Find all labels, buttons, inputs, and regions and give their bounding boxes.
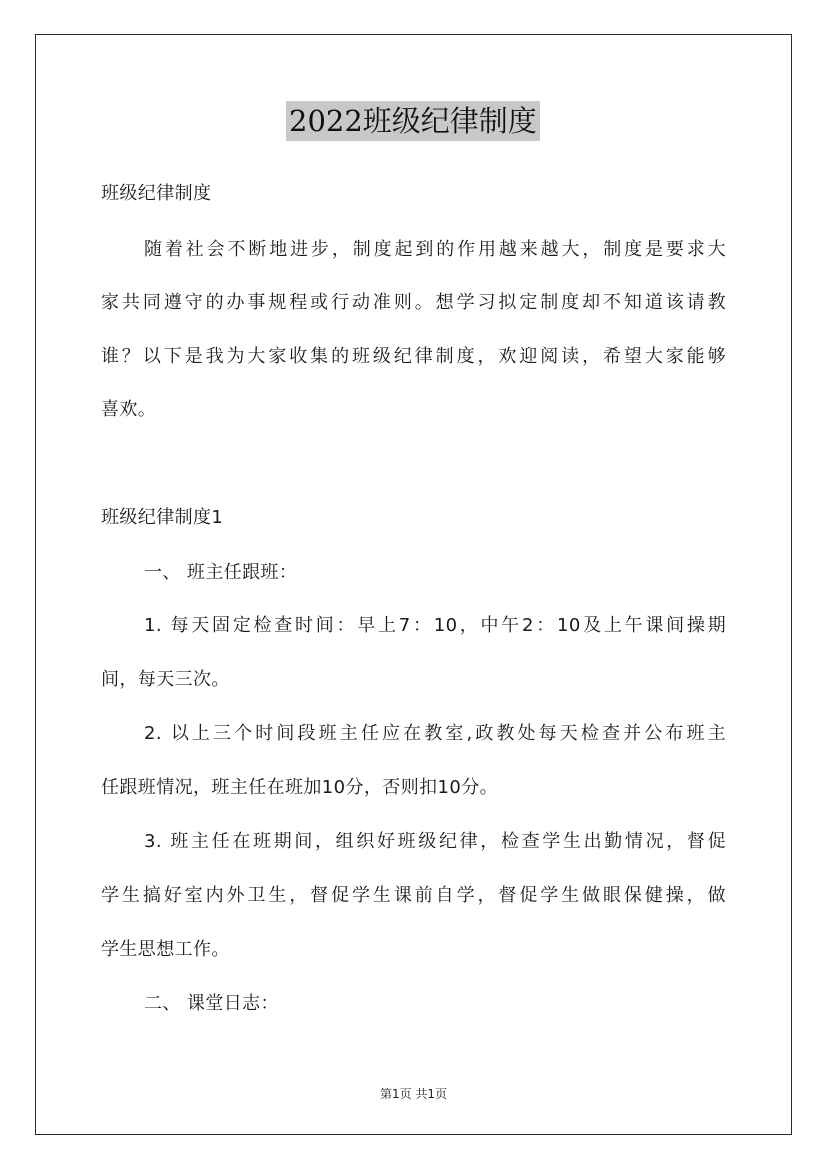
paragraph-line: 3. 班主任在班期间，组织好班级纪律，检查学生出勤情况，督促 bbox=[144, 831, 726, 852]
list-heading: 二、 课堂日志： bbox=[144, 993, 279, 1014]
section-heading: 班级纪律制度1 bbox=[101, 507, 224, 528]
paragraph-line: 1. 每天固定检查时间：早上7：10，中午2：10及上午课间操期 bbox=[144, 615, 726, 636]
paragraph-line: 家共同遵守的办事规程或行动准则。想学习拟定制度却不知道该请教 bbox=[101, 292, 726, 313]
paragraph-line: 学生思想工作。 bbox=[101, 939, 230, 960]
paragraph-line: 任跟班情况，班主任在班加10分，否则扣10分。 bbox=[101, 777, 499, 798]
paragraph-line: 2. 以上三个时间段班主任应在教室,政教处每天检查并公布班主 bbox=[144, 723, 726, 744]
paragraph-line: 喜欢。 bbox=[101, 399, 157, 420]
page-footer: 第1页 共1页 bbox=[379, 1087, 448, 1101]
paragraph-line: 间，每天三次。 bbox=[101, 669, 230, 690]
paragraph-line: 随着社会不断地进步，制度起到的作用越来越大，制度是要求大 bbox=[144, 239, 726, 260]
paragraph-line: 谁？以下是我为大家收集的班级纪律制度，欢迎阅读，希望大家能够 bbox=[101, 346, 726, 367]
section-heading: 班级纪律制度 bbox=[101, 183, 212, 204]
document-title: 2022班级纪律制度 bbox=[286, 101, 540, 141]
list-heading: 一、 班主任跟班： bbox=[144, 562, 298, 583]
paragraph-line: 学生搞好室内外卫生，督促学生课前自学，督促学生做眼保健操，做 bbox=[101, 885, 726, 906]
